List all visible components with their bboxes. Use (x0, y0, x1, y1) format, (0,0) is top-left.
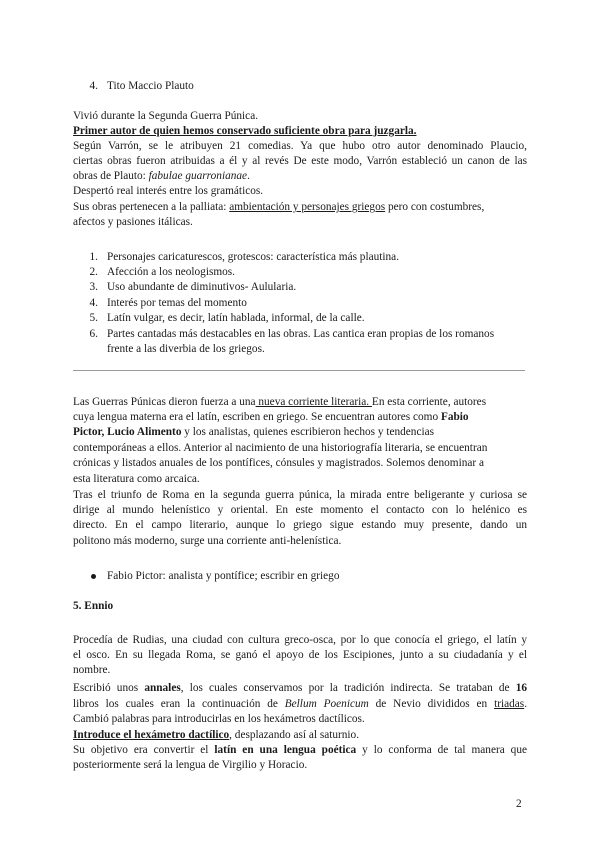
paragraph-line: Según Varrón, se le atribuyen 21 comedias. Ya que hubo otro autor denominado Plaucio, (73, 140, 527, 152)
latin-title: Bellum Poenicum (284, 698, 369, 710)
paragraph-line: libros los cuales eran la continuación de Bellum Poenicum de Nevio divididos en triadas. (73, 698, 528, 710)
paragraph-line: Su objetivo era convertir el latín en una lengua poética y lo conforma de tal manera que (73, 744, 527, 756)
list-item: Interés por temas del momento (107, 297, 247, 309)
section-title: Tito Maccio Plauto (107, 80, 194, 92)
list-number: 4. (89, 297, 98, 309)
paragraph-line: Escribió unos annales, los cuales conservamos por la tradición indirecta. Se trataban de 16 (73, 682, 527, 694)
section-number: 4. (89, 80, 98, 92)
list-item: Latín vulgar, es decir, latín hablada, informal, de la calle. (107, 312, 365, 324)
author-name: Fabio (440, 411, 469, 423)
latin-term: fabulae guarronianae (148, 170, 248, 182)
paragraph-line: politono más moderno, surge una corriente anti-helenística. (73, 535, 342, 547)
paragraph-line: Introduce el hexámetro dactílico, desplazando así al saturnio. (73, 729, 360, 741)
paragraph-line: Vivió durante la Segunda Guerra Púnica. (73, 110, 259, 122)
paragraph-line: Tras el triunfo de Roma en la segunda guerra púnica, la mirada entre beligerante y curiosa se (73, 489, 527, 501)
paragraph-line: crónicas y listados anuales de los pontífices, cónsules y magistrados. Solemos denominar a (73, 457, 484, 469)
list-number: 6. (89, 328, 98, 340)
list-item: Partes cantadas más destacables en las obras. Las cantica eran propias de los romanos (107, 328, 495, 340)
bullet-icon (91, 574, 96, 579)
highlight-phrase: Introduce el hexámetro dactílico (73, 729, 230, 741)
paragraph-line: Cambió palabras para introducirlas en los hexámetros dactílicos. (73, 713, 365, 725)
paragraph-line: Procedía de Rudias, una ciudad con cultura greco-osca, por lo que conocía el griego, el latín y (73, 634, 527, 646)
paragraph-line: Sus obras pertenecen a la palliata: ambientación y personajes griegos pero con costumbres, (73, 201, 485, 213)
list-number: 1. (89, 251, 98, 263)
list-number: 3. (89, 281, 98, 293)
underlined-term: triadas (494, 698, 525, 710)
bold-phrase: latín en una lengua poética (214, 744, 357, 756)
list-item: Uso abundante de diminutivos- Aulularia. (107, 281, 297, 293)
underlined-phrase: ambientación y personajes griegos (229, 201, 386, 213)
bold-number: 16 (515, 682, 527, 694)
list-item: frente a las diverbia de los griegos. (107, 343, 265, 355)
paragraph-line: ciertas obras fueron atribuidas a él y al revés De este modo, Varrón estableció un canon de las (73, 155, 527, 167)
bullet-item: Fabio Pictor: analista y pontífice; escribir en griego (107, 570, 340, 582)
section-heading: 5. Ennio (73, 600, 114, 612)
paragraph-line: cuya lengua materna era el latín, escriben en griego. Se encuentran autores como Fabio (73, 411, 469, 423)
paragraph-line: directo. En el campo literario, aunque lo griego sigue estando muy presente, dando un (73, 519, 527, 531)
bold-term: annales (144, 682, 181, 694)
list-number: 2. (89, 266, 98, 278)
list-item: Personajes caricaturescos, grotescos: característica más plautina. (107, 251, 400, 263)
paragraph-line: Las Guerras Púnicas dieron fuerza a una nueva corriente literaria. En esta corriente, autores (73, 396, 487, 408)
horizontal-divider (73, 370, 525, 371)
paragraph-line: afectos y pasiones itálicas. (73, 216, 193, 228)
paragraph-line: el osco. En su llegada Roma, se ganó el apoyo de los Escipiones, junto a su ciudadanía y el (73, 649, 527, 661)
paragraph-line: posteriormente será la lengua de Virgilio y Horacio. (73, 759, 308, 771)
paragraph-line: nombre. (73, 664, 111, 676)
paragraph-line: contemporáneas a ellos. Anterior al nacimiento de una historiografía literaria, se encuentran (73, 442, 488, 454)
list-item: Afección a los neologismos. (107, 266, 236, 278)
highlight-line: Primer autor de quien hemos conservado suficiente obra para juzgarla. (73, 125, 417, 137)
paragraph-line: Despertó real interés entre los gramáticos. (73, 185, 264, 197)
underlined-phrase: nueva corriente literaria. (255, 396, 372, 408)
paragraph-line: dirige al mundo helenístico y oriental. En este momento el contacto con lo helénico es (73, 504, 527, 516)
page-number: 2 (516, 798, 522, 810)
author-name: Pictor, Lucio Alimento (73, 426, 182, 438)
paragraph-line: esta literatura como arcaica. (73, 473, 200, 485)
paragraph-line: Pictor, Lucio Alimento y los analistas, quienes escribieron hechos y tendencias (73, 426, 435, 438)
paragraph-line: obras de Plauto: fabulae guarronianae. (73, 170, 250, 182)
list-number: 5. (89, 312, 98, 324)
